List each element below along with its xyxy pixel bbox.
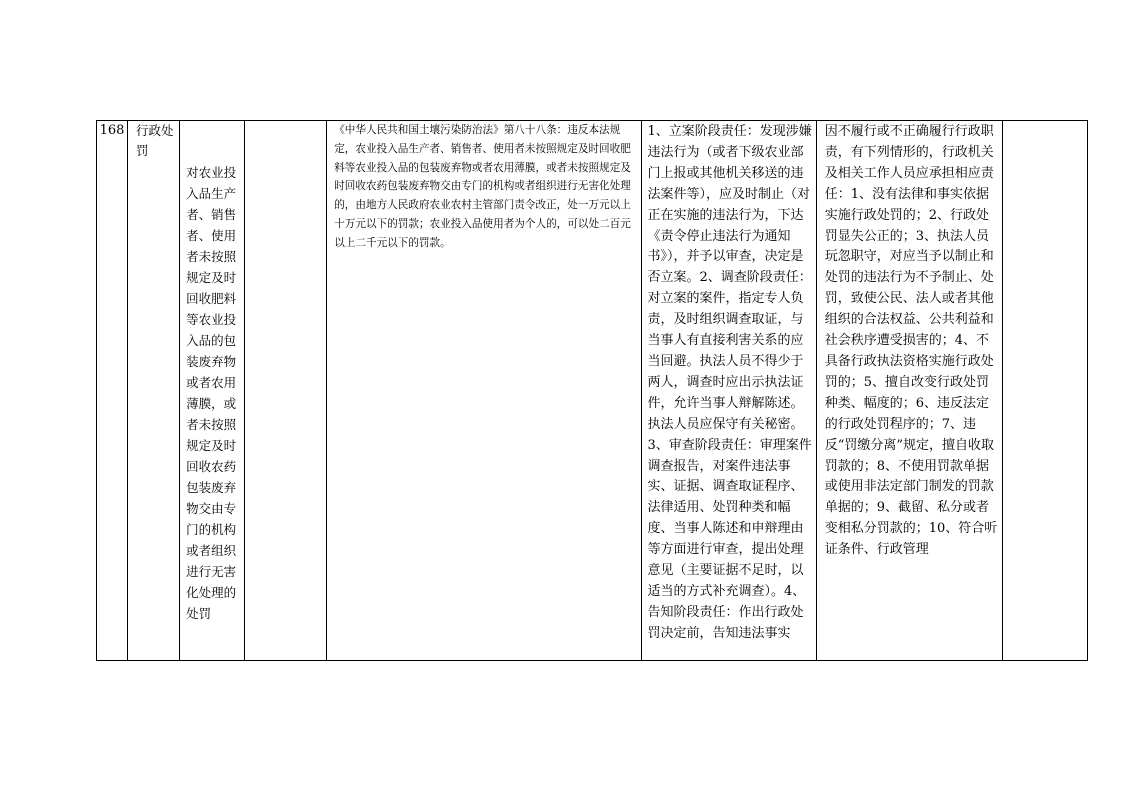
legal-basis-cell bbox=[327, 121, 641, 661]
power-list-table bbox=[96, 120, 1088, 661]
accountability-cell bbox=[816, 121, 1002, 661]
responsibility-cell bbox=[641, 121, 816, 661]
accountability-text: 因不履行或不正确履行行政职责，有下列情形的，行政机关及相关工作人员应承担相应责任：1、没有法律和事实依据实施行政处罚的；2、行政处罚显失公正的；3、执法人员玩忽职守，对应当予以制止和处罚的违法行为不予制止、处罚，致使公民、法人或者其他组织的合法权益、公共利益和社会秩序遭受损害的；4、不具备行政执法资格实施行政处罚的；5、擅自改变行政处罚种类、幅度的；6、违反法定的行政处罚程序的；7、违反“罚缴分离”规定，擅自收取罚款的；8、不使用罚款单据或使用非法定部门制发的罚款单据的；9、截留、私分或者变相私分罚款的；10、符合听证条件、行政管理 bbox=[824, 124, 998, 558]
sub-item-cell bbox=[245, 121, 327, 661]
power-type-text: 行政处罚 bbox=[136, 123, 174, 158]
responsibility-text: 1、立案阶段责任：发现涉嫌违法行为（或者下级农业部门上报或其他机关移送的违法案件等），应及时制止（对正在实施的违法行为，下达《责令停止违法行为通知书》），并予以审查，决定是否立案。2、调查阶段责任：对立案的案件，指定专人负责，及时组织调查取证，与当事人有直接利害关系的应当回避。执法人员不得少于两人，调查时应出示执法证件，允许当事人辩解陈述。执法人员应保守有关秘密。3、审查阶段责任：审理案件调查报告，对案件违法事实、证据、调查取证程序、法律适用、处罚种类和幅度、当事人陈述和申辩理由等方面进行审查，提出处理意见（主要证据不足时，以适当的方式补充调查）。4、告知阶段责任：作出行政处罚决定前，告知违法事实 bbox=[647, 124, 812, 641]
power-type-cell bbox=[128, 121, 180, 661]
serial-number-cell: 168 bbox=[97, 121, 128, 661]
remark-cell bbox=[1002, 121, 1087, 661]
table-row bbox=[97, 121, 1088, 661]
legal-basis-text: 《中华人民共和国土壤污染防治法》第八十八条：违反本法规定，农业投入品生产者、销售者、使用者未按照规定及时回收肥料等农业投入品的包装废弃物或者农用薄膜，或者未按照规定及时回收农药包装废弃物交由专门的机构或者组织进行无害化处理的，由地方人民政府农业农村主管部门责令改正，处一万元以上十万元以下的罚款；农业投入品使用者为个人的，可以处二百元以上二千元以下的罚款。 bbox=[334, 124, 631, 249]
item-name-text: 对农业投入品生产者、销售者、使用者未按照规定及时回收肥料等农业投入品的包装废弃物或者农用薄膜，或者未按照规定及时回收农药包装废弃物交由专门的机构或者组织进行无害化处理的处罚 bbox=[186, 165, 237, 621]
item-name-cell bbox=[180, 121, 245, 661]
